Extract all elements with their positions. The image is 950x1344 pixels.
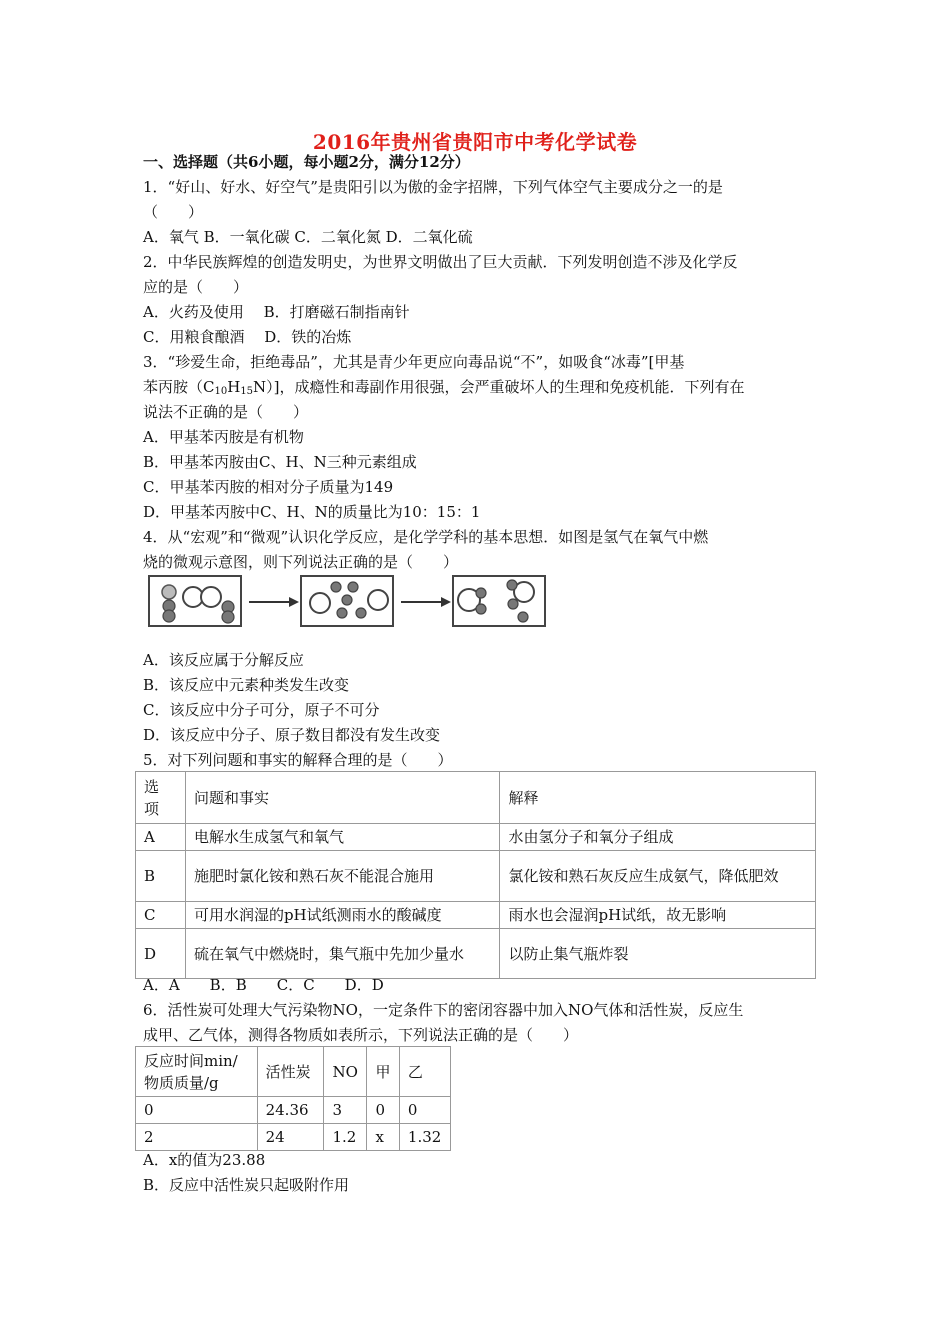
q6-header-carbon: 活性炭 xyxy=(257,1047,324,1097)
q3-option-b: B．甲基苯丙胺由C、H、N三种元素组成 xyxy=(143,453,417,471)
table-row xyxy=(136,824,816,851)
q5-stem: 5．对下列问题和事实的解释合理的是（ ） xyxy=(143,751,453,769)
q3-option-c: C．甲基苯丙胺的相对分子质量为149 xyxy=(143,478,394,496)
arrow-1-head xyxy=(289,597,299,607)
q2-stem-line2: 应的是（ ） xyxy=(143,278,249,296)
q6-header-yi: 乙 xyxy=(399,1047,450,1097)
q5-cell-explain: 雨水也会湿润pH试纸，故无影响 xyxy=(500,902,816,929)
reaction-micro-diagram xyxy=(143,570,549,634)
q3-stem-line1: 3．“珍爱生命，拒绝毒品”，尤其是青少年更应向毒品说“不”，如吸食“冰毒”[甲基 xyxy=(143,353,685,371)
q3-formula-post: N）]，成瘾性和毒副作用很强，会严重破坏人的生理和免疫机能．下列有在 xyxy=(253,378,745,396)
q6-cell-jia: 0 xyxy=(367,1097,399,1124)
q3-formula-mid: H xyxy=(227,378,241,396)
q4-option-c: C．该反应中分子可分，原子不可分 xyxy=(143,701,380,719)
q3-formula-sub2: 15 xyxy=(240,386,254,397)
q5-cell-fact: 电解水生成氢气和氧气 xyxy=(185,824,500,851)
q5-header-option: 选 项 xyxy=(136,772,186,824)
q6-header-time: 反应时间min/ 物质质量/g xyxy=(136,1047,258,1097)
q3-option-d: D．甲基苯丙胺中C、H、N的质量比为10：15：1 xyxy=(143,503,481,521)
q5-cell-fact: 硫在氧气中燃烧时，集气瓶中先加少量水 xyxy=(185,929,500,979)
q1-stem-line1: 1．“好山、好水、好空气”是贵阳引以为傲的金字招牌，下列气体空气主要成分之一的是 xyxy=(143,178,723,196)
q5-cell-fact: 可用水润湿的pH试纸测雨水的酸碱度 xyxy=(185,902,500,929)
q1-stem-line2: （ ） xyxy=(143,203,204,221)
q5-cell-explain: 以防止集气瓶炸裂 xyxy=(500,929,816,979)
q3-option-a: A．甲基苯丙胺是有机物 xyxy=(143,428,304,446)
q5-options: A．A B．B C．C D．D xyxy=(143,976,384,994)
table-row xyxy=(136,1124,451,1151)
q6-cell-yi: 1.32 xyxy=(399,1124,450,1151)
table-row xyxy=(136,851,816,902)
q1-options: A．氧气 B．一氧化碳 C．二氧化氮 D．二氧化硫 xyxy=(143,228,473,246)
q5-cell-explain: 氯化铵和熟石灰反应生成氨气，降低肥效 xyxy=(500,851,816,902)
q6-cell-carbon: 24.36 xyxy=(257,1097,324,1124)
q5-cell-option: A xyxy=(136,824,186,851)
q6-cell-no: 3 xyxy=(324,1097,367,1124)
reactant-molecules xyxy=(162,585,234,623)
q6-stem-line2: 成甲、乙气体，测得各物质如表所示，下列说法正确的是（ ） xyxy=(143,1026,579,1044)
q4-stem-line1: 4．从“宏观”和“微观”认识化学反应，是化学学科的基本思想．如图是氢气在氧气中燃 xyxy=(143,528,709,546)
q2-options-1: A．火药及使用 B．打磨磁石制指南针 xyxy=(143,303,410,321)
q5-header-explain: 解释 xyxy=(500,772,816,824)
q5-cell-explain: 水由氢分子和氧分子组成 xyxy=(500,824,816,851)
page-title: 2016年贵州省贵阳市中考化学试卷 xyxy=(312,130,638,154)
q6-table xyxy=(135,1046,451,1151)
q3-formula-sub1: 10 xyxy=(214,386,228,397)
q4-option-a: A．该反应属于分解反应 xyxy=(143,651,304,669)
q6-header-row xyxy=(136,1047,451,1097)
arrow-2-head xyxy=(441,597,451,607)
q5-cell-option: C xyxy=(136,902,186,929)
q5-cell-fact: 施肥时氯化铵和熟石灰不能混合施用 xyxy=(185,851,500,902)
q3-formula-pre: 苯丙胺（C xyxy=(143,378,215,396)
q5-cell-option: D xyxy=(136,929,186,979)
q6-cell-time: 0 xyxy=(136,1097,258,1124)
q4-option-b: B．该反应中元素种类发生改变 xyxy=(143,676,350,694)
q5-cell-option: B xyxy=(136,851,186,902)
table-row xyxy=(136,929,816,979)
product-molecules xyxy=(458,580,534,622)
section-heading: 一、选择题（共6小题，每小题2分，满分12分） xyxy=(143,153,470,171)
q2-stem-line1: 2．中华民族辉煌的创造发明史，为世界文明做出了巨大贡献．下列发明创造不涉及化学反 xyxy=(143,253,738,271)
q6-cell-yi: 0 xyxy=(399,1097,450,1124)
q6-option-b: B．反应中活性炭只起吸附作用 xyxy=(143,1176,350,1194)
table-row xyxy=(136,1097,451,1124)
q6-header-no: NO xyxy=(324,1047,367,1097)
q4-stem-line2: 烧的微观示意图，则下列说法正确的是（ ） xyxy=(143,553,459,571)
q4-option-d: D．该反应中分子、原子数目都没有发生改变 xyxy=(143,726,441,744)
q6-option-a: A．x的值为23.88 xyxy=(143,1151,266,1169)
q5-table xyxy=(135,771,816,979)
q6-stem-line1: 6．活性炭可处理大气污染物NO，一定条件下的密闭容器中加入NO气体和活性炭，反应生 xyxy=(143,1001,744,1019)
q6-cell-no: 1.2 xyxy=(324,1124,367,1151)
q3-stem-line2 xyxy=(143,377,745,402)
q5-header-fact: 问题和事实 xyxy=(185,772,500,824)
q6-cell-carbon: 24 xyxy=(257,1124,324,1151)
q5-header-row xyxy=(136,772,816,824)
separated-atoms xyxy=(310,582,388,618)
q6-header-jia: 甲 xyxy=(367,1047,399,1097)
q3-stem-line3: 说法不正确的是（ ） xyxy=(143,403,309,421)
q6-cell-time: 2 xyxy=(136,1124,258,1151)
table-row xyxy=(136,902,816,929)
q6-cell-jia: x xyxy=(367,1124,399,1151)
q2-options-2: C．用粮食酿酒 D．铁的冶炼 xyxy=(143,328,352,346)
